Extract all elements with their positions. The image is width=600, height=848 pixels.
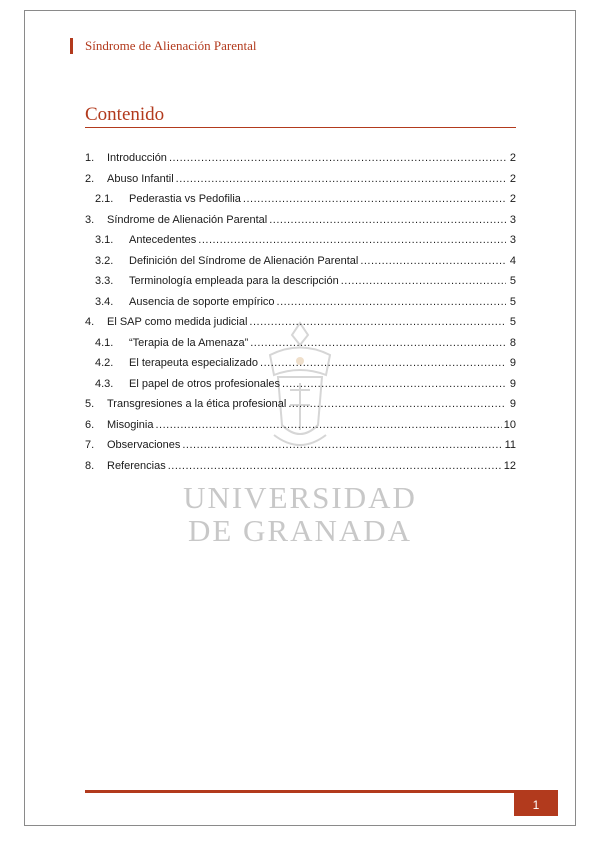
toc-entry-page: 5 <box>509 295 516 308</box>
toc-entry-title: El SAP como medida judicial <box>107 316 248 328</box>
toc-entry-title: Pederastia vs Pedofilia <box>129 193 241 205</box>
toc-entry-page: 3 <box>509 213 516 226</box>
toc-entry-page: 10 <box>503 418 516 431</box>
toc-entry[interactable] <box>85 394 516 415</box>
toc-heading-rule <box>85 127 516 128</box>
toc-leader <box>182 435 502 455</box>
toc-leader <box>243 189 506 209</box>
toc-entry-number: 2. <box>85 172 95 185</box>
toc-leader <box>249 312 506 332</box>
toc-leader <box>288 394 506 414</box>
toc-entry-title: Introducción <box>107 152 167 164</box>
page-number: 1 <box>514 790 558 816</box>
toc-entry[interactable] <box>85 230 516 251</box>
toc-leader <box>260 353 506 373</box>
toc-entry-number: 4. <box>85 316 95 328</box>
toc-leader <box>169 148 506 168</box>
toc-leader <box>341 271 506 291</box>
toc-entry-title: Abuso Infantil <box>107 172 174 185</box>
toc-entry[interactable] <box>85 374 516 395</box>
toc-entry[interactable] <box>85 251 516 272</box>
toc-entry-page: 8 <box>509 336 516 349</box>
toc-entry-page: 4 <box>509 254 516 267</box>
toc-entry[interactable] <box>85 456 516 477</box>
toc-entry-title: Ausencia de soporte empírico <box>129 295 275 308</box>
toc-entry-number: 3.4. <box>95 295 114 308</box>
toc-leader <box>250 333 506 353</box>
toc-entry[interactable] <box>85 312 516 333</box>
toc-entry-page: 9 <box>509 377 516 390</box>
toc-leader <box>176 169 506 189</box>
watermark-line-2: DE GRANADA <box>187 513 413 548</box>
toc-entry[interactable] <box>85 169 516 190</box>
watermark-line-1: UNIVERSIDAD <box>183 480 417 515</box>
toc-entry[interactable] <box>85 271 516 292</box>
toc-entry-page: 5 <box>509 275 516 287</box>
toc-entry-page: 9 <box>509 357 516 369</box>
toc-entry-number: 3. <box>85 213 95 226</box>
toc-entry-title: Transgresiones a la ética profesional <box>107 398 287 410</box>
toc-entry-page: 11 <box>504 439 516 451</box>
toc-entry-title: Observaciones <box>107 439 181 451</box>
toc-entry-title: Definición del Síndrome de Alienación Parental <box>129 254 359 267</box>
toc-entry[interactable] <box>85 210 516 231</box>
toc-leader <box>155 415 501 435</box>
toc-entry-title: El terapeuta especializado <box>129 357 259 369</box>
toc-entry-title: El papel de otros profesionales <box>129 377 281 390</box>
toc-entry-page: 2 <box>509 193 516 205</box>
toc-leader <box>198 230 506 250</box>
toc-entry-number: 5. <box>85 398 95 410</box>
toc-entry-number: 4.1. <box>95 336 114 349</box>
footer-rule <box>85 790 514 793</box>
toc-entry-number: 4.3. <box>95 377 114 390</box>
toc-entry-number: 4.2. <box>95 357 114 369</box>
toc-entry-page: 9 <box>509 398 516 410</box>
toc-leader <box>282 374 506 394</box>
toc-leader <box>269 210 506 230</box>
toc-entry-page: 5 <box>509 316 516 328</box>
toc-entry-page: 2 <box>509 172 516 185</box>
toc-entry-title: “Terapia de la Amenaza” <box>129 336 249 349</box>
toc-entry[interactable] <box>85 435 516 456</box>
toc-heading: Contenido <box>85 104 165 125</box>
toc-entry[interactable] <box>85 415 516 436</box>
toc-entry-page: 3 <box>509 234 516 246</box>
toc-entry[interactable] <box>85 292 516 313</box>
running-header: Síndrome de Alienación Parental <box>70 38 256 54</box>
toc-entry-number: 1. <box>85 152 95 164</box>
toc-entry[interactable] <box>85 148 516 169</box>
toc-entry-number: 3.1. <box>95 234 114 246</box>
toc-entry-number: 7. <box>85 439 95 451</box>
toc-entry-title: Antecedentes <box>129 234 197 246</box>
toc-entry-title: Síndrome de Alienación Parental <box>107 213 268 226</box>
toc-leader <box>277 292 506 312</box>
toc-leader <box>168 456 502 476</box>
toc-entry[interactable] <box>85 189 516 210</box>
table-of-contents <box>85 148 516 476</box>
toc-entry-page: 2 <box>509 152 516 164</box>
toc-entry-number: 3.2. <box>95 254 114 267</box>
toc-entry-title: Terminología empleada para la descripción <box>129 275 339 287</box>
toc-entry-title: Referencias <box>107 459 166 472</box>
toc-entry-number: 6. <box>85 418 95 431</box>
toc-entry[interactable] <box>85 353 516 374</box>
toc-entry-number: 2.1. <box>95 193 114 205</box>
toc-entry-number: 3.3. <box>95 275 114 287</box>
toc-entry-title: Misoginia <box>107 418 154 431</box>
toc-entry-page: 12 <box>503 459 516 472</box>
toc-entry[interactable] <box>85 333 516 354</box>
toc-entry-number: 8. <box>85 459 95 472</box>
toc-leader <box>360 251 506 271</box>
